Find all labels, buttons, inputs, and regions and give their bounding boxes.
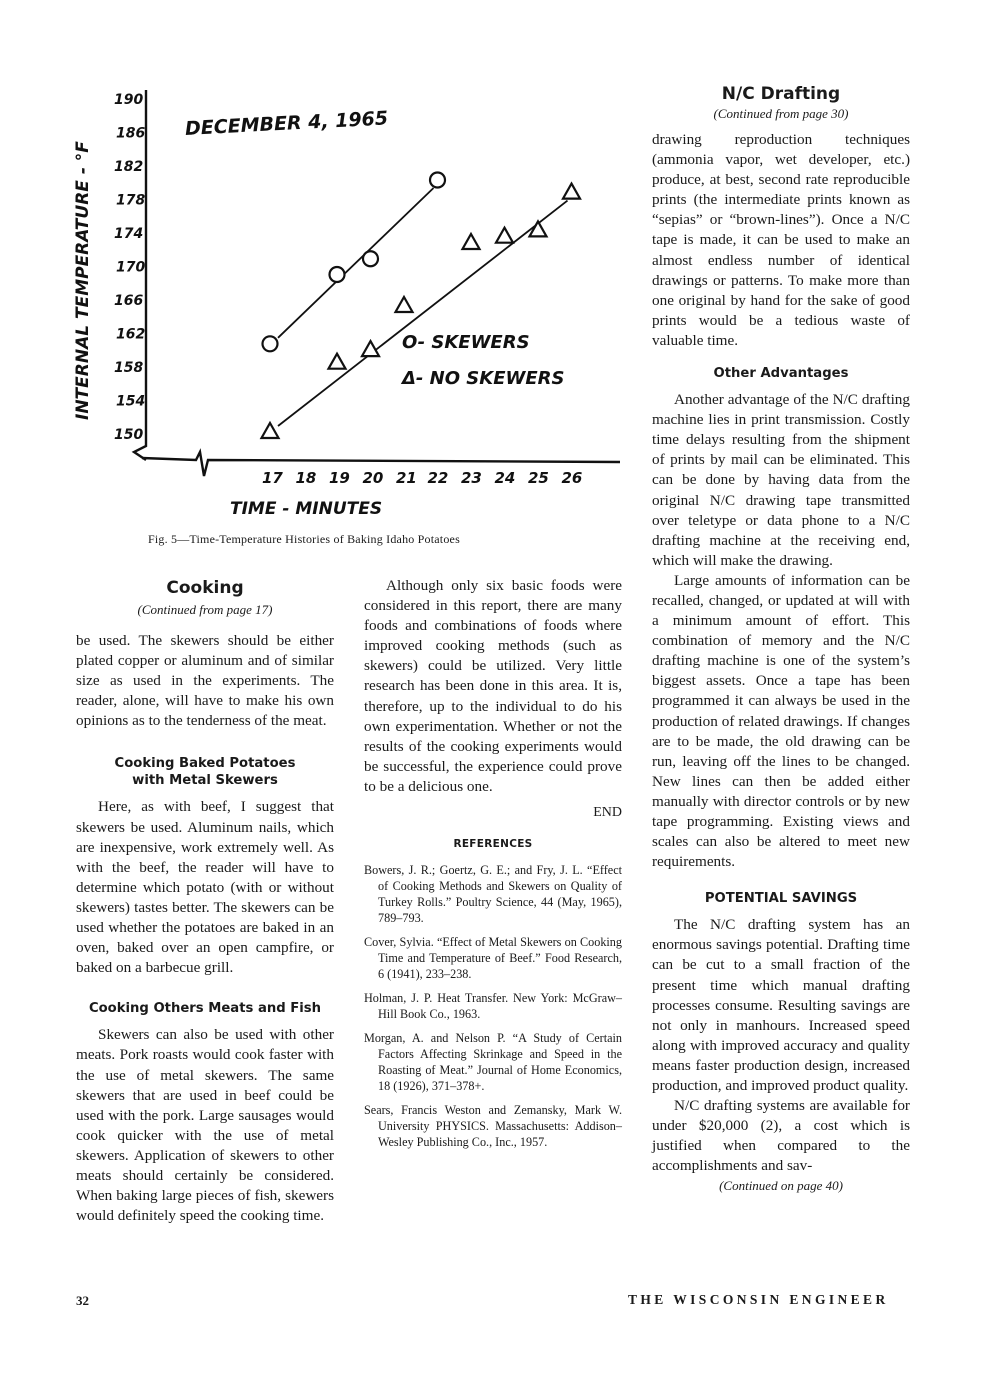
x-tick-label: 22: [427, 469, 449, 487]
series-line: [278, 201, 568, 426]
x-tick-label: 20: [362, 469, 384, 487]
subhead-advantages: Other Advantages: [713, 366, 849, 382]
x-tick-label: 23: [461, 469, 482, 487]
y-tick-label: 186: [116, 125, 146, 142]
y-tick-label: 182: [114, 159, 144, 175]
data-point-triangle: [563, 184, 580, 199]
data-point-triangle: [496, 228, 513, 243]
legend-no-skewers: Δ- NO SKEWERS: [402, 368, 565, 389]
reference-item: Holman, J. P. Heat Transfer. New York: McGraw–Hill Book Co., 1963.: [364, 991, 622, 1022]
subhead-meats: Cooking Others Meats and Fish: [88, 1001, 322, 1017]
time-temperature-chart: [60, 80, 640, 530]
savings-paragraph-1: The N/C drafting system has an enormous savings potential. Drafting time can be cut to a small fraction of the present time which manual drafting processes consume. Resulting savings are not only in manhours. Increased speed along with improved accuracy and quality means faster production design, increased production, and improved product quality.: [652, 916, 910, 1095]
nc-intro: drawing reproduction techniques (ammonia vapor, wet developer, etc.) produce, at best, second rate reproducible prints (the intermediate prints known as “sepias” or “brown-lines”). Once a N/C tape is made, it can be used to make an almost endless number of identical drawings or patterns. To make more than one original by hand for the sake of good prints would be a tedious waste of valuable time.: [652, 131, 910, 349]
data-point-triangle: [463, 234, 480, 249]
y-axis-label: INTERNAL TEMPERATURE - °F: [73, 141, 93, 420]
y-tick-label: 158: [114, 360, 144, 376]
x-tick-label: 24: [494, 469, 516, 487]
cooking-continued: (Continued from page 17): [137, 602, 273, 617]
potatoes-paragraph: Here, as with beef, I suggest that skewers be used. Aluminum nails, which are inexpensive, work extremely well. As with the beef, the reader will have to determine which potato (with or without skewers) tastes better. The skewers can be used whether the potatoes are baked in an oven, baked over an open campfire, or baked on a barbecue grill.: [76, 798, 334, 977]
chart-title: DECEMBER 4, 1965: [184, 107, 389, 140]
nc-drafting-heading: N/C Drafting: [721, 84, 841, 104]
reference-item: Morgan, A. and Nelson P. “A Study of Certain Factors Affecting Skrinkage and Speed in the Roasting of Meat.” Journal of Home Economics, 18 (1926), 371–378+.: [364, 1031, 622, 1094]
figure-caption: Fig. 5—Time-Temperature Histories of Baking Idaho Potatoes: [148, 532, 460, 546]
data-point-triangle: [396, 297, 413, 312]
page-number: 32: [76, 1293, 89, 1308]
y-tick-label: 170: [116, 259, 146, 276]
end-mark: END: [593, 805, 622, 821]
middle-column: [364, 576, 622, 1158]
y-tick-label: 150: [114, 427, 144, 443]
subhead-savings: POTENTIAL SAVINGS: [704, 891, 858, 907]
references-list: [364, 862, 622, 1150]
data-point-circle: [430, 173, 445, 188]
reference-item: Bowers, J. R.; Goertz, G. E.; and Fry, J. L. “Effect of Cooking Methods and Skewers on Quality of Turkey Rolls.” Poultry Science, 44 (May, 1965), 789–793.: [364, 863, 622, 926]
y-tick-label: 174: [114, 226, 144, 242]
data-point-circle: [263, 336, 278, 351]
x-tick-label: 26: [561, 469, 583, 487]
data-point-triangle: [329, 354, 346, 369]
y-tick-label: 162: [116, 326, 146, 343]
conclusion-paragraph: Although only six basic foods were considered in this report, there are many foods and combinations of foods where improved cooking methods (such as skewers) could be utilized. Very little research has been done in this area. It is, therefore, up to the individual to do his own experimentation. Whether or not the results of the cooking experiments would be successful, the experience could prove to be a delicious one.: [364, 577, 622, 795]
y-tick-label: 178: [116, 192, 146, 209]
y-tick-label: 190: [114, 92, 144, 108]
advantages-paragraph-2: Large amounts of information can be recalled, changed, or updated at will with a minimum amount of effort. This combination of memory and the N/C drafting machine is one of the system’s biggest assets. Once a tape has been programmed it can always be used in the production of related drawings. If changes are to be made, the old drawing can be run, leaving off the lines to be changed. New lines can then be added either manually with director controls or by new tape programming. Existing views and scales can also be altered to meet new requirements.: [652, 571, 910, 871]
nc-continued-next: (Continued on page 40): [719, 1177, 843, 1193]
data-point-circle: [363, 251, 378, 266]
legend-skewers: O- SKEWERS: [402, 332, 530, 353]
advantages-paragraph-1: Another advantage of the N/C drafting machine lies in print transmission. Costly time delays resulting from the shipment of prints by mail can be eliminated. This can be done by having data from the original N/C drawing tape transmitted over teletype or data phone to a N/C drafting machine at the receiving end, which will make the drawing.: [652, 391, 910, 569]
x-tick-label: 18: [295, 469, 317, 487]
cooking-intro: be used. The skewers should be either plated copper or aluminum and of similar size as used in the experiments. The reader, alone, will have to make his own opinions as to the tenderness of the meat.: [76, 632, 334, 730]
series-line: [278, 188, 434, 338]
x-tick-label: 21: [396, 469, 417, 487]
nc-continued: (Continued from page 30): [713, 106, 849, 121]
x-tick-label: 19: [329, 469, 350, 487]
savings-paragraph-2: N/C drafting systems are available for under $20,000 (2), a cost which is justified when compared to the accomplishments and sav-: [652, 1097, 910, 1175]
data-point-circle: [330, 267, 345, 282]
x-tick-label: 17: [262, 469, 283, 487]
reference-item: Cover, Sylvia. “Effect of Metal Skewers on Cooking Time and Temperature of Beef.” Food Research, 6 (1941), 233–238.: [364, 935, 622, 982]
subhead-potatoes: Cooking Baked Potatoes with Metal Skewers: [114, 756, 296, 789]
y-tick-label: 166: [114, 293, 144, 309]
reference-item: Sears, Francis Weston and Zemansky, Mark W. University PHYSICS. Massachusetts: Addison–Wesley Publishing Co., Inc., 1957.: [364, 1103, 622, 1150]
x-tick-label: 25: [528, 469, 549, 487]
references-heading: REFERENCES: [453, 838, 533, 851]
publication-name: THE WISCONSIN ENGINEER: [628, 1292, 889, 1307]
meats-paragraph: Skewers can also be used with other meats. Pork roasts would cook faster with the use of metal skewers. The same skewers that are used in beef could be used with the pork. Large sausages would cook quicker with the use of metal skewers. Application of skewers to other meats should certainly be considered. When baking large pieces of fish, skewers would definitely speed the cooking time.: [76, 1026, 334, 1225]
right-column: [652, 84, 910, 1194]
y-tick-label: 154: [116, 393, 146, 410]
left-column: [76, 578, 334, 1226]
cooking-heading: Cooking: [166, 578, 244, 598]
x-axis-label: TIME - MINUTES: [230, 499, 383, 519]
data-point-triangle: [262, 423, 279, 438]
